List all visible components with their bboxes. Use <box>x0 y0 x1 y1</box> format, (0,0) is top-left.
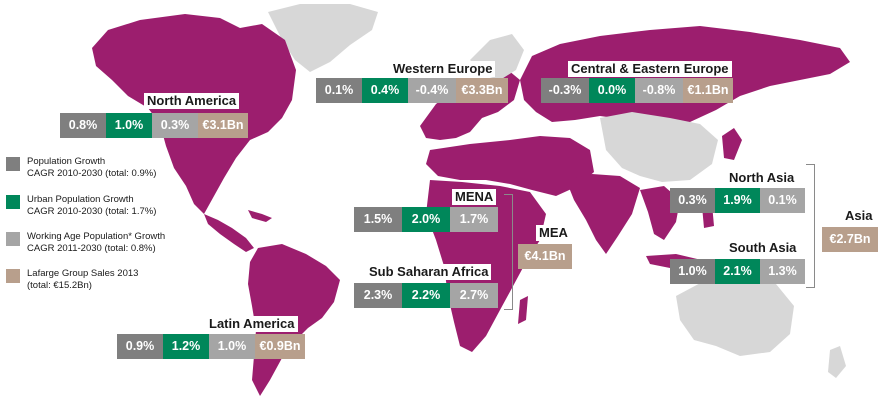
sub-saharan-africa-stats <box>354 283 498 308</box>
legend-population <box>6 156 156 180</box>
asia-sales-value: €2.7Bn <box>822 227 878 252</box>
north-asia-title: North Asia <box>726 170 797 186</box>
south-asia-stats <box>670 259 805 284</box>
south-asia-shape <box>566 174 640 254</box>
south-asia-title: South Asia <box>726 240 799 256</box>
madagascar-shape <box>518 296 528 324</box>
western-europe-population-value: 0.1% <box>316 78 362 103</box>
mena-urban-value: 2.0% <box>402 207 450 232</box>
north-asia-stats <box>670 188 805 213</box>
caribbean-shape <box>248 210 272 222</box>
legend-urban-label: Urban Population Growth <box>27 194 134 205</box>
north-america-urban-value: 1.0% <box>106 113 152 138</box>
north-america-stats <box>60 113 248 138</box>
western-europe-title: Western Europe <box>390 61 495 77</box>
central-america-shape <box>204 214 254 252</box>
mea-title: MEA <box>536 225 571 241</box>
legend-working-age-label: Working Age Population* Growth <box>27 231 166 242</box>
western-europe-urban-value: 0.4% <box>362 78 408 103</box>
western-europe-working-age-value: -0.4% <box>408 78 456 103</box>
latin-america-title: Latin America <box>206 316 298 332</box>
north-asia-working-age-value: 0.1% <box>760 188 805 213</box>
japan-shape <box>722 128 742 160</box>
legend-sales-detail: (total: €15.2Bn) <box>27 280 92 291</box>
australia-shape <box>676 274 794 356</box>
legend-swatch-population <box>6 157 20 171</box>
western-europe-sales-value: €3.3Bn <box>456 78 508 103</box>
mena-population-value: 1.5% <box>354 207 402 232</box>
central-eastern-europe-urban-value: 0.0% <box>589 78 635 103</box>
sub-saharan-africa-title: Sub Saharan Africa <box>366 264 491 280</box>
mea-sales-value: €4.1Bn <box>518 244 572 269</box>
asia-bracket <box>806 164 815 288</box>
central-eastern-europe-title: Central & Eastern Europe <box>568 61 732 77</box>
legend-urban-detail: CAGR 2010-2030 (total: 1.7%) <box>27 206 157 217</box>
legend-working-age <box>6 231 165 255</box>
mena-stats <box>354 207 498 232</box>
latin-america-urban-value: 1.2% <box>163 334 209 359</box>
sub-saharan-africa-population-value: 2.3% <box>354 283 402 308</box>
western-europe-stats <box>316 78 508 103</box>
new-zealand-shape <box>828 346 846 378</box>
north-america-working-age-value: 0.3% <box>152 113 198 138</box>
latin-america-sales-value: €0.9Bn <box>255 334 305 359</box>
legend-sales-label: Lafarge Group Sales 2013 <box>27 268 139 279</box>
legend-working-age-detail: CAGR 2011-2030 (total: 0.8%) <box>27 243 156 254</box>
south-asia-population-value: 1.0% <box>670 259 715 284</box>
legend-swatch-working-age <box>6 232 20 246</box>
central-eastern-europe-population-value: -0.3% <box>541 78 589 103</box>
legend-population-label: Population Growth <box>27 156 106 167</box>
north-asia-urban-value: 1.9% <box>715 188 760 213</box>
latin-america-working-age-value: 1.0% <box>209 334 255 359</box>
asia-title: Asia <box>842 208 875 224</box>
latin-america-population-value: 0.9% <box>117 334 163 359</box>
mena-title: MENA <box>452 189 496 205</box>
south-asia-urban-value: 2.1% <box>715 259 760 284</box>
legend-swatch-urban <box>6 195 20 209</box>
north-america-sales-value: €3.1Bn <box>198 113 248 138</box>
china-shape <box>600 112 718 182</box>
mena-working-age-value: 1.7% <box>450 207 498 232</box>
north-america-population-value: 0.8% <box>60 113 106 138</box>
central-eastern-europe-sales-value: €1.1Bn <box>683 78 733 103</box>
north-america-title: North America <box>144 93 239 109</box>
sub-saharan-africa-urban-value: 2.2% <box>402 283 450 308</box>
north-asia-population-value: 0.3% <box>670 188 715 213</box>
central-eastern-europe-working-age-value: -0.8% <box>635 78 683 103</box>
sub-saharan-africa-working-age-value: 2.7% <box>450 283 498 308</box>
legend-swatch-sales <box>6 269 20 283</box>
legend-population-detail: CAGR 2010-2030 (total: 0.9%) <box>27 168 157 179</box>
legend-urban <box>6 194 156 218</box>
central-eastern-europe-stats <box>541 78 733 103</box>
latin-america-stats <box>117 334 305 359</box>
south-asia-working-age-value: 1.3% <box>760 259 805 284</box>
mea-bracket <box>504 194 513 310</box>
legend-sales <box>6 268 138 292</box>
